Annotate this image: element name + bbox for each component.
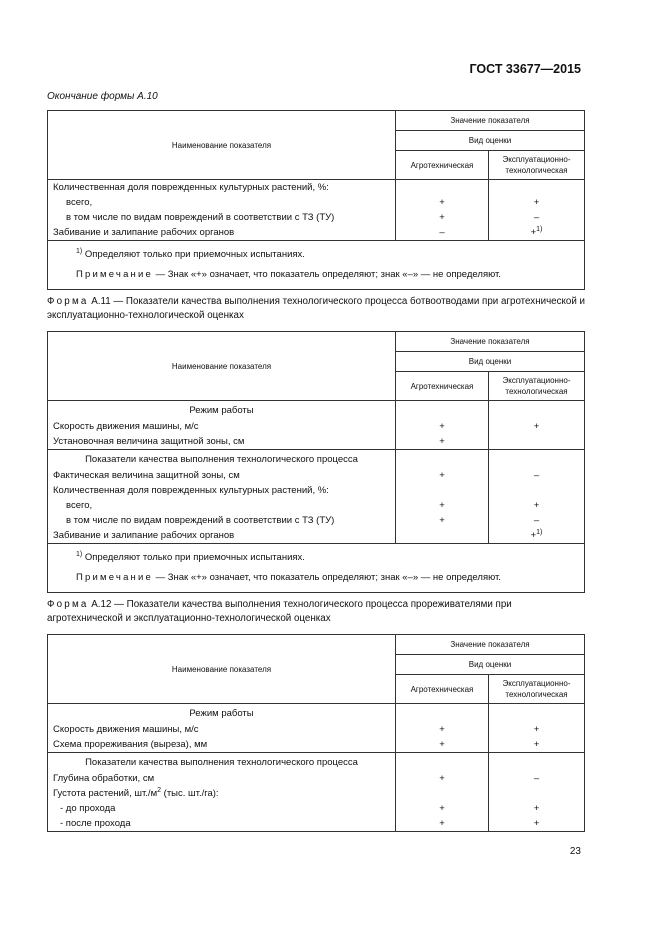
- header-value-col: Значение показателя: [396, 635, 585, 655]
- table-form-a12: [47, 634, 585, 832]
- section-row: Показатели качества выполнения технологического процесса: [48, 450, 585, 469]
- table-row: всего, + +: [48, 498, 585, 513]
- standard-header: ГОСТ 33677—2015: [469, 62, 581, 76]
- form-continuation-caption: Окончание формы А.10: [47, 91, 158, 102]
- page-number: 23: [569, 846, 581, 857]
- table-note: [48, 544, 585, 593]
- table-row: - после прохода + +: [48, 816, 585, 832]
- header-name-col: Наименование показателя: [48, 332, 396, 401]
- table-note: [48, 241, 585, 290]
- table-row: Забивание и залипание рабочих органов – +$^{1)}$: [48, 225, 585, 241]
- table-row: в том числе по видам повреждений в соответствии с ТЗ (ТУ) + –: [48, 210, 585, 225]
- table-form-a10: [47, 110, 585, 290]
- section-row: Режим работы: [48, 704, 585, 723]
- table-row: всего, + +: [48, 195, 585, 210]
- table-row: в том числе по видам повреждений в соответствии с ТЗ (ТУ) + –: [48, 513, 585, 528]
- form-a11-title: Форма А.11 — Показатели качества выполнения технологического процесса ботвоотводами при агротехнической и эксплуатационно-технологической оценках: [47, 296, 586, 321]
- table-row: Установочная величина защитной зоны, см +: [48, 434, 585, 450]
- header-value-col: Значение показателя: [396, 332, 585, 352]
- header-name-col: Наименование показателя: [48, 635, 396, 704]
- note: Примечание — Знак «+» означает, что показатель определяют; знак «–» — не определяют.: [76, 269, 501, 280]
- header-value-col: Значение показателя: [396, 111, 585, 131]
- header-kind-col: Вид оценки: [396, 655, 585, 675]
- table-row: Фактическая величина защитной зоны, см + –: [48, 468, 585, 483]
- header-agro-col: Агротехническая: [396, 675, 489, 704]
- table-row: Схема прореживания (выреза), мм + +: [48, 737, 585, 753]
- table-row: Глубина обработки, см + –: [48, 771, 585, 786]
- table-row: Количественная доля поврежденных культурных растений, %:: [48, 483, 585, 498]
- footnote: $^{1)}$ Определяют только при приемочных испытаниях.: [76, 551, 305, 563]
- table-form-a11: [47, 331, 585, 593]
- section-row: Режим работы: [48, 401, 585, 420]
- header-name-col: Наименование показателя: [48, 111, 396, 180]
- table-row: Забивание и залипание рабочих органов +$^{1)}$: [48, 528, 585, 544]
- form-a12-title: Форма А.12 — Показатели качества выполнения технологического процесса прореживателями при агротехнической и эксплуатационно-технологической оценках: [47, 599, 512, 624]
- note: Примечание — Знак «+» означает, что показатель определяют; знак «–» — не определяют.: [76, 572, 501, 583]
- footnote: $^{1)}$ Определяют только при приемочных испытаниях.: [76, 248, 305, 260]
- table-row: - до прохода + +: [48, 801, 585, 816]
- table-row: Густота растений, $шт./м^2$ (тыс. шт./га):: [48, 786, 585, 801]
- header-kind-col: Вид оценки: [396, 131, 585, 151]
- header-agro-col: Агротехническая: [396, 372, 489, 401]
- table-row: Количественная доля поврежденных культурных растений, %:: [48, 180, 585, 196]
- header-kind-col: Вид оценки: [396, 352, 585, 372]
- header-agro-col: Агротехническая: [396, 151, 489, 180]
- header-expl-col: Эксплуатационно- технологическая: [489, 372, 585, 401]
- table-row: Скорость движения машины, м/с + +: [48, 419, 585, 434]
- table-row: Скорость движения машины, м/с + +: [48, 722, 585, 737]
- header-expl-col: Эксплуатационно- технологическая: [489, 675, 585, 704]
- header-expl-col: Эксплуатационно- технологическая: [489, 151, 585, 180]
- section-row: Показатели качества выполнения технологического процесса: [48, 753, 585, 772]
